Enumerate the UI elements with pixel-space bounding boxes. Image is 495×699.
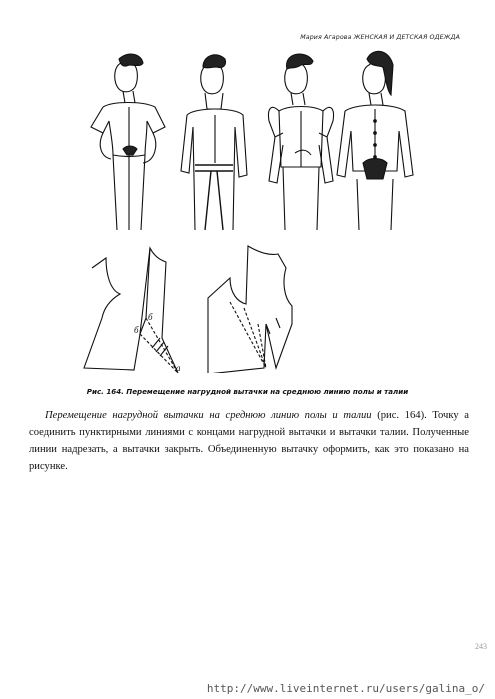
- running-header: Мария Агарова ЖЕНСКАЯ И ДЕТСКАЯ ОДЕЖДА: [300, 34, 460, 41]
- pattern-diagram: [80, 238, 380, 373]
- paragraph-rest: (рис. 164). Точку а соединить пунктирными линиями с концами нагрудной вытачки и вытачки талии. Полученные линии надрезать, а вытачки закрыть. Объединенную вытачку оформить, как это показано на рисунке.: [29, 410, 469, 472]
- pattern-piece-after: [208, 246, 292, 373]
- watermark-url: http://www.liveinternet.ru/users/galina_o/: [206, 682, 485, 695]
- point-label-b: б: [148, 312, 153, 322]
- point-label-b1: б₁: [134, 325, 142, 335]
- fashion-figures-illustration: [83, 45, 423, 230]
- page-number: 243: [475, 642, 487, 651]
- figure-caption: Рис. 164. Перемещение нагрудной вытачки на среднюю линию полы и талии: [86, 387, 409, 396]
- fashion-figure-3: [268, 54, 333, 230]
- point-label-a: а: [176, 363, 181, 373]
- fashion-figure-2: [181, 55, 247, 230]
- body-paragraph: [29, 407, 469, 475]
- fashion-figure-1: [91, 54, 165, 230]
- pattern-piece-before: [84, 248, 178, 373]
- fashion-figure-4: [337, 51, 413, 230]
- paragraph-italic-lead: Перемещение нагрудной вытачки на среднюю линию полы и талии: [45, 410, 372, 421]
